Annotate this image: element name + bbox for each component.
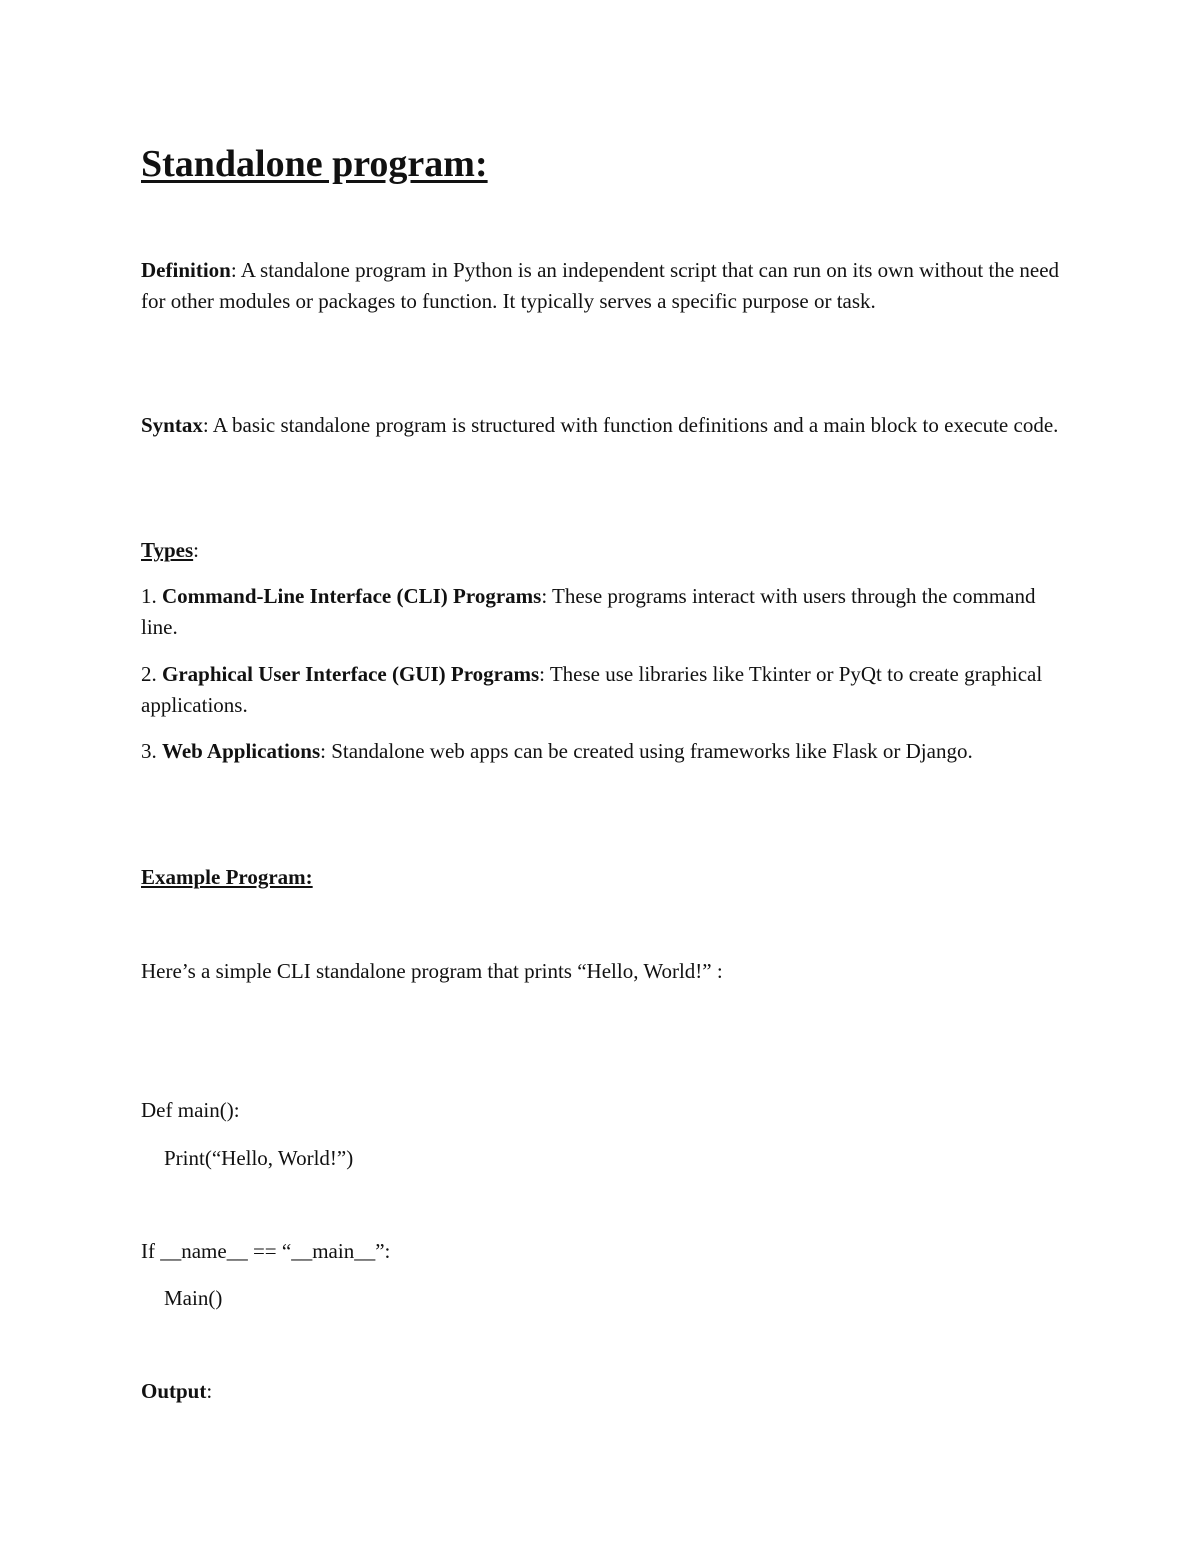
definition-paragraph [141,255,1071,317]
output-label: Output [141,1379,207,1403]
page-title: Standalone program: [141,143,488,185]
list-item [141,659,1071,721]
list-item-label: Web Applications [162,739,321,763]
syntax-label: Syntax [141,413,203,437]
list-item [141,736,1071,767]
list-item-text: : These use libraries like Tkinter or PyQt to create graphical applications. [141,662,1043,717]
syntax-paragraph [141,410,1071,441]
code-line: Def main(): [141,1098,240,1122]
example-intro: Here’s a simple CLI standalone program that prints “Hello, World!” : [141,959,723,983]
code-line: If __name__ == “__main__”: [141,1239,391,1263]
example-heading: Example Program: [141,865,313,889]
list-item-text: : These programs interact with users through the command line. [141,584,1036,639]
list-item-label: Command-Line Interface (CLI) Programs [162,584,542,608]
code-line: Main() [164,1286,223,1310]
types-heading-label: Types [141,538,194,562]
list-item-number: 3. [141,739,162,763]
definition-label: Definition [141,258,231,282]
syntax-text: : A basic standalone program is structured with function definitions and a main block to execute code. [202,413,1059,437]
output-heading [141,1376,1071,1407]
types-heading [141,535,1071,566]
code-line: Print(“Hello, World!”) [164,1146,354,1170]
definition-text: : A standalone program in Python is an independent script that can run on its own without the need for other modules or packages to function. It typically serves a specific purpose or task. [141,258,1060,313]
list-item-label: Graphical User Interface (GUI) Programs [162,662,540,686]
output-suffix: : [206,1379,213,1403]
list-item [141,581,1071,643]
list-item-text: : Standalone web apps can be created using frameworks like Flask or Django. [320,739,973,763]
list-item-number: 2. [141,662,162,686]
list-item-number: 1. [141,584,162,608]
types-heading-suffix: : [193,538,199,562]
